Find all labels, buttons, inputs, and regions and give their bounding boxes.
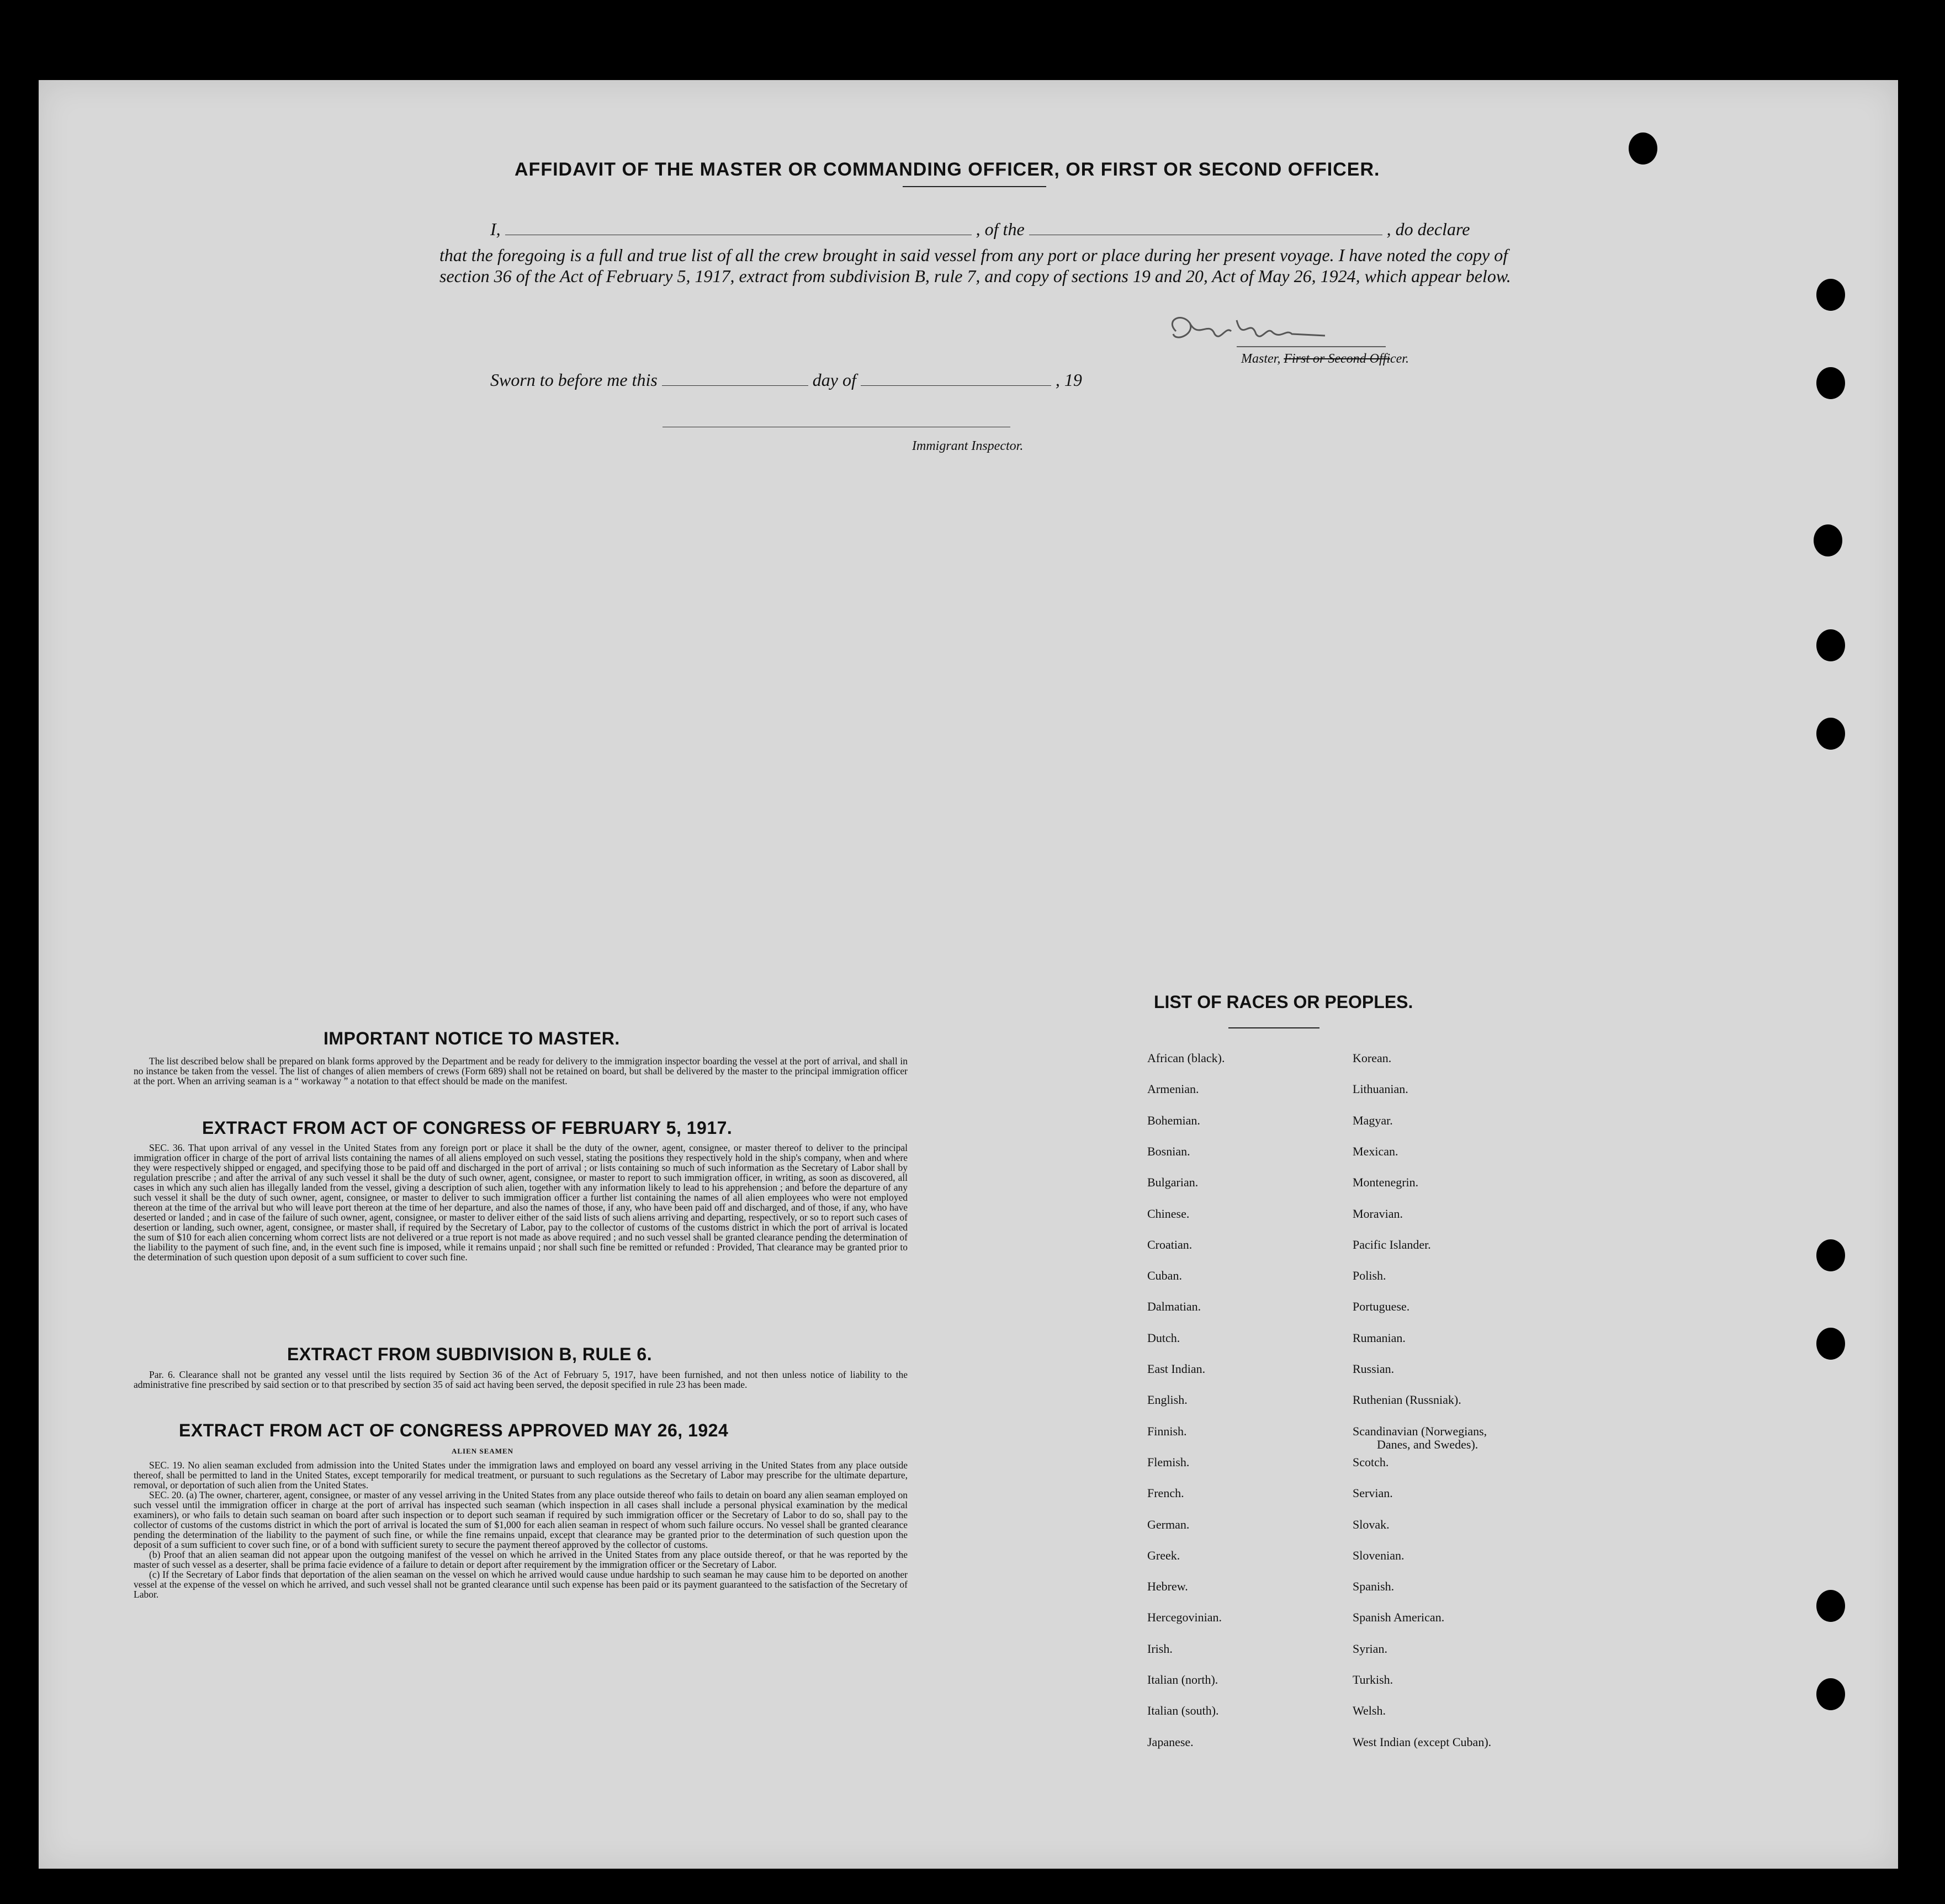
rule-6-text xyxy=(134,1370,908,1389)
sworn-prefix: Sworn to before me this xyxy=(490,370,658,390)
race-item: Moravian. xyxy=(1353,1206,1403,1221)
notice-paragraph: The list described below shall be prepared on blank forms approved by the Department and be ready for delivery to the immigration inspector boarding the vessel at the port of arrival, and shall in no instance be taken from the vessel. The list of changes of alien members of crews (Form 689) shall not be retained on board, but shall be delivered by the master to the principal immigration officer at the port. When an arriving seaman is a “ workaway ” a notation to that effect should be made on the manifest. xyxy=(134,1056,908,1086)
race-item: Turkish. xyxy=(1353,1673,1393,1686)
race-item: Spanish. xyxy=(1353,1579,1395,1594)
sworn-line xyxy=(490,370,1082,390)
race-item: Danes, and Swedes). xyxy=(1377,1437,1478,1451)
race-item: Syrian. xyxy=(1353,1641,1387,1656)
race-item: Rumanian. xyxy=(1353,1330,1406,1345)
extract-1924-text xyxy=(134,1460,908,1599)
race-item: Flemish. xyxy=(1147,1455,1190,1469)
race-item: West Indian (except Cuban). xyxy=(1353,1735,1492,1749)
race-item: German. xyxy=(1147,1517,1190,1531)
extract-1917-title: EXTRACT FROM ACT OF CONGRESS OF FEBRUARY 5, 1917. xyxy=(202,1118,733,1138)
race-item: English. xyxy=(1147,1393,1188,1407)
par-6-paragraph: Par. 6. Clearance shall not be granted any vessel until the lists required by Section 36 of the Act of February 5, 1917, have been furnished, and not then unless notice of liability to the administrative fine prescribed by said section or to that prescribed by section 35 of said act having been served, the deposit specified in rule 23 has been made. xyxy=(134,1369,908,1390)
race-item: Montenegrin. xyxy=(1353,1175,1419,1190)
race-item: Italian (south). xyxy=(1147,1704,1219,1718)
day-of-label: day of xyxy=(812,370,856,390)
race-item: Italian (north). xyxy=(1147,1673,1218,1686)
rule-6-title: EXTRACT FROM SUBDIVISION B, RULE 6. xyxy=(287,1344,653,1364)
affidavit-body: that the foregoing is a full and true list of all the crew brought in said vessel from any port or place during her present voyage. I have noted the copy of section 36 of the Act of February 5, 1917, extract from subdivision B, rule 7, and copy of sections 19 and 20, Act of May 26, 1924, which appear below. xyxy=(439,245,1511,286)
race-item: Spanish American. xyxy=(1353,1610,1445,1625)
affidavit-title: AFFIDAVIT OF THE MASTER OR COMMANDING OFFICER, OR FIRST OR SECOND OFFICER. xyxy=(515,159,1380,180)
master-signature xyxy=(1159,309,1391,353)
binder-hole xyxy=(1816,1328,1845,1360)
caption-end: cer. xyxy=(1390,352,1409,366)
of-the-label: , of the xyxy=(976,219,1025,239)
race-item: Pacific Islander. xyxy=(1353,1237,1431,1251)
signature-caption xyxy=(1241,352,1409,367)
race-item: Slovak. xyxy=(1353,1517,1390,1531)
race-item: Portuguese. xyxy=(1353,1300,1410,1314)
race-item: Bohemian. xyxy=(1147,1113,1200,1127)
race-item: Greek. xyxy=(1147,1548,1180,1562)
extract-1924-title: EXTRACT FROM ACT OF CONGRESS APPROVED MAY 26, 1924 xyxy=(179,1420,729,1440)
race-item: Dutch. xyxy=(1147,1330,1180,1345)
race-item: Croatian. xyxy=(1147,1237,1193,1251)
race-item: Scandinavian (Norwegians, xyxy=(1353,1424,1487,1438)
sec-20a-paragraph: SEC. 20. (a) The owner, charterer, agent, consignee, or master of any vessel arriving in the United States from any place outside thereof who fails to detain on board any alien seaman employed on such vessel until the immigration officer in charge at the port of arrival has inspected such seaman (which inspection in all cases shall include a personal physical examination by the medical examiners), or who fails to detain such seaman on board after such inspection or to deport such seaman if required by such immigration officer or the Secretary of Labor to do so, shall pay to the collector of customs of the customs district in which the port of arrival is located the sum of $1,000 for each alien seaman in respect of whom such failure occurs. No vessel shall be granted clearance pending the determination of the liability to the payment of such fine, or while the fine remains unpaid, except that clearance may be granted prior to the determination of such question upon the deposit of a sum sufficient to cover such fine, or of a bond with sufficient surety to secure the payment thereof approved by the collector of customs. xyxy=(134,1489,908,1550)
name-blank xyxy=(505,234,972,235)
race-item: Hebrew. xyxy=(1147,1579,1188,1594)
title-rule xyxy=(903,186,1046,187)
race-item: Slovenian. xyxy=(1353,1548,1405,1562)
i-label: I, xyxy=(490,219,501,239)
race-item: Scotch. xyxy=(1353,1455,1389,1469)
inspector-caption: Immigrant Inspector. xyxy=(912,439,1024,453)
notice-text xyxy=(134,1056,908,1086)
sec-20c-paragraph: (c) If the Secretary of Labor finds that deportation of the alien seaman on the vessel on which he arrived would cause undue hardship to such seaman he may cause him to be deported on another vessel at the expense of the vessel on which he arrived, and such vessel shall not be granted clearance until such expense has been paid or its payment guaranteed to the satisfaction of the Secretary of Labor. xyxy=(134,1569,908,1600)
race-item: Bulgarian. xyxy=(1147,1175,1199,1190)
race-item: Bosnian. xyxy=(1147,1144,1190,1158)
binder-hole xyxy=(1816,718,1845,750)
binder-hole xyxy=(1629,132,1657,165)
document-page xyxy=(39,80,1898,1869)
alien-seamen-subtitle: ALIEN SEAMEN xyxy=(452,1447,514,1455)
race-item: Dalmatian. xyxy=(1147,1300,1201,1314)
races-title: LIST OF RACES OR PEOPLES. xyxy=(1154,992,1413,1012)
race-item: Servian. xyxy=(1353,1486,1393,1500)
race-item: Lithuanian. xyxy=(1353,1082,1408,1096)
race-item: Russian. xyxy=(1353,1362,1395,1376)
race-item: Mexican. xyxy=(1353,1144,1398,1158)
race-item: Magyar. xyxy=(1353,1113,1393,1127)
binder-hole xyxy=(1816,1239,1845,1271)
races-rule xyxy=(1228,1027,1319,1028)
day-blank xyxy=(662,385,808,386)
binder-hole xyxy=(1816,367,1845,399)
binder-hole xyxy=(1816,1678,1845,1710)
master-label: Master, xyxy=(1241,352,1281,366)
extract-1917-text xyxy=(134,1143,908,1262)
binder-hole xyxy=(1814,524,1842,556)
sec-36-paragraph: SEC. 36. That upon arrival of any vessel in the United States from any foreign port or place it shall be the duty of the owner, agent, consignee, or master thereof to deliver to the principal immigration officer in charge of the port of arrival lists containing the names of all aliens employed on such vessel, stating the positions they respectively hold in the ship's company, when and where they were respectively shipped or engaged, and specifying those to be paid off and discharged in the port of arrival ; or lists containing so much of such information as the Secretary of Labor shall by regulation prescribe ; and after the arrival of any such vessel it shall be the duty of such owner, agent, consignee, or master to report to such immigration officer, in writing, as soon as discovered, all cases in which any such alien has illegally landed from the vessel, giving a description of such alien, together with any information likely to lead to his apprehension ; and before the departure of any such vessel it shall be the duty of such owner, agent, consignee, or master to deliver to such immigration officer a further list containing the names of all alien employees who were not employed thereon at the time of the arrival but who will leave port thereon at the time of her departure, and also the names of those, if any, who have been paid off and discharged, and of those, if any, who have deserted or landed ; and in case of the failure of such owner, agent, consignee, or master to deliver either of the said lists of such aliens arriving and departing, respectively, or so to report such cases of desertion or landing, such owner, agent, consignee, or master shall, if required by the Secretary of Labor, pay to the collector of customs of the customs district in which the port of arrival is located the sum of $10 for each alien concerning whom correct lists are not delivered or a true report is not made as above required ; and no such vessel shall be granted clearance pending the determination of the liability to the payment of such fine, and, in the event such fine is imposed, while it remains unpaid ; nor shall such fine be remitted or refunded : Provided, That clearance may be granted prior to the determination of such question upon deposit of a sum sufficient to cover such fine. xyxy=(134,1142,908,1263)
binder-hole xyxy=(1816,1590,1845,1622)
race-item: Armenian. xyxy=(1147,1082,1199,1096)
race-item: East Indian. xyxy=(1147,1362,1206,1376)
year-label: , 19 xyxy=(1055,370,1082,390)
race-item: Chinese. xyxy=(1147,1206,1190,1221)
struck-officer-label: First or Second Offi xyxy=(1284,352,1390,366)
race-item: African (black). xyxy=(1147,1051,1225,1065)
binder-hole xyxy=(1816,279,1845,311)
binder-hole xyxy=(1816,629,1845,661)
race-item: Welsh. xyxy=(1353,1704,1386,1718)
race-item: Korean. xyxy=(1353,1051,1392,1065)
do-declare-label: , do declare xyxy=(1386,219,1470,239)
race-item: Irish. xyxy=(1147,1641,1173,1656)
race-item: Ruthenian (Russniak). xyxy=(1353,1393,1461,1407)
race-item: French. xyxy=(1147,1486,1184,1500)
sec-20b-paragraph: (b) Proof that an alien seaman did not appear upon the outgoing manifest of the vessel on which he arrived in the United States from any place outside thereof, or that he was reported by the master of such vessel as a deserter, shall be prima facie evidence of a failure to detain or deport after requirement by the immigration officer or the Secretary of Labor. xyxy=(134,1549,908,1570)
race-item: Cuban. xyxy=(1147,1269,1182,1283)
race-item: Polish. xyxy=(1353,1269,1386,1283)
affidavit-line-1 xyxy=(490,219,1470,240)
notice-title: IMPORTANT NOTICE TO MASTER. xyxy=(324,1028,620,1048)
race-item: Hercegovinian. xyxy=(1147,1610,1222,1625)
month-blank xyxy=(861,385,1051,386)
race-item: Finnish. xyxy=(1147,1424,1187,1438)
sec-19-paragraph: SEC. 19. No alien seaman excluded from admission into the United States under the immigration laws and employed on board any vessel arriving in the United States from any place outside thereof, shall be permitted to land in the United States, except temporarily for medical treatment, or pursuant to such regulations as the Secretary of Labor may prescribe for the ultimate departure, removal, or deportation of such alien from the United States. xyxy=(134,1460,908,1491)
vessel-blank xyxy=(1029,234,1382,235)
race-item: Japanese. xyxy=(1147,1735,1194,1749)
